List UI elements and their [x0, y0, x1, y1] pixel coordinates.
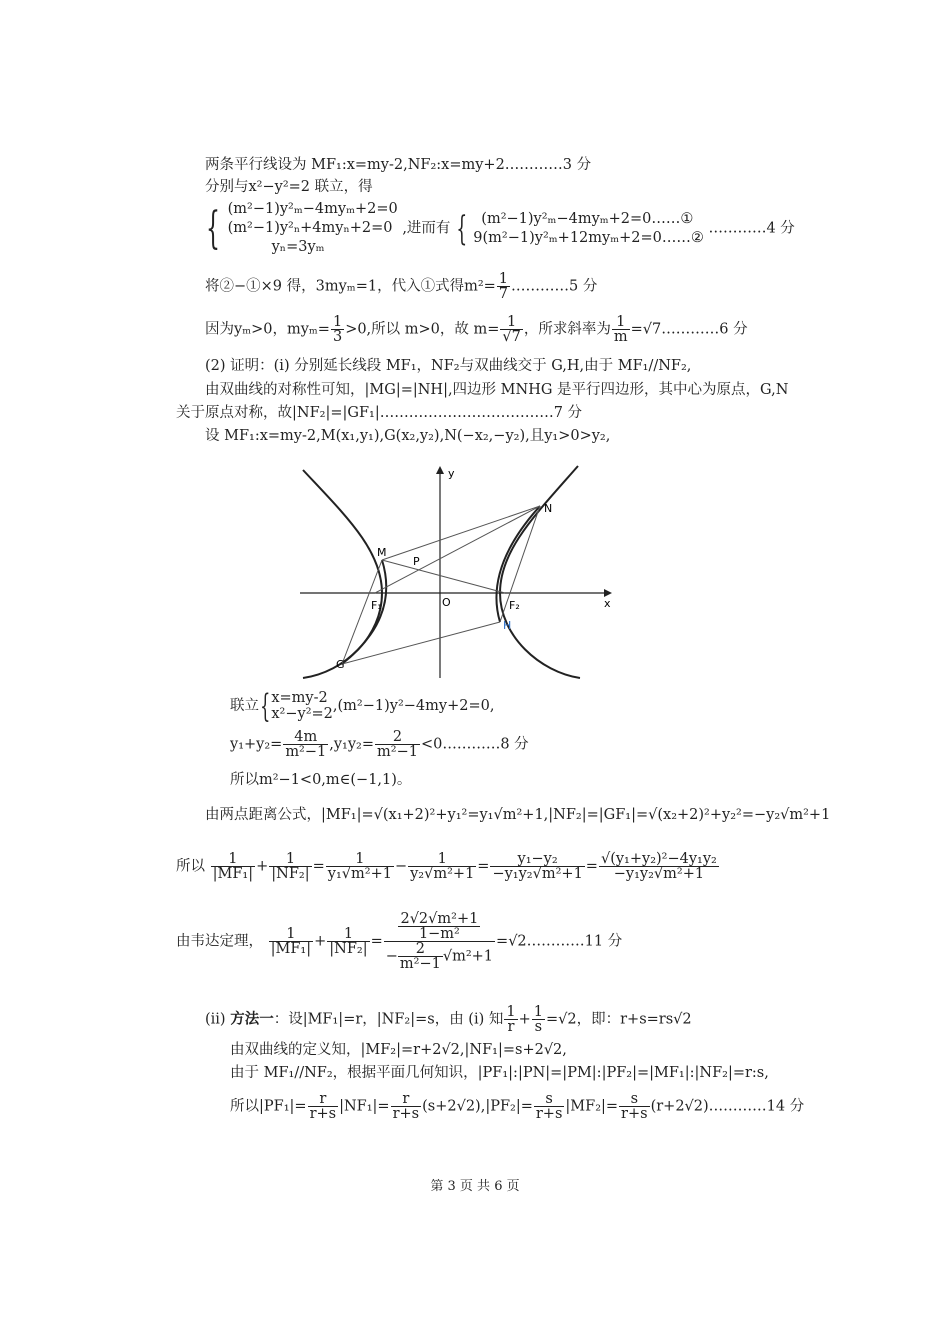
y-arrow [436, 466, 444, 474]
line-proof-start: (2) 证明：(i) 分别延长线段 MF₁，NF₂与双曲线交于 G,H,由于 MF₁//NF₂, [205, 358, 692, 374]
fraction: $\frac{2}{\text{m²−1}}$ [377, 729, 418, 760]
label-o: O [442, 596, 451, 609]
system-block [203, 200, 795, 257]
line-solve: 将②−①×9 得，3myₘ=1，代入①式得m²= $\frac{1}{7}$ …………5 分 [205, 271, 598, 302]
label-y: y [448, 467, 455, 480]
line-vieta: y₁+y₂= $\frac{4m}{\text{m²−1}}$ ,y₁y₂= $\frac{2}{\text{m²−1}}$ <0…………8 分 [230, 729, 529, 760]
line-distance: 由两点距离公式，|MF₁|=√(x₁+2)²+y₁²=y₁√m²+1,|NF₂|=|GF₁|=√(x₂+2)²+y₂²=−y₂√m²+1 [205, 807, 831, 823]
page-footer: 第 3 页 共 6 页 [430, 1179, 520, 1194]
line-ratio: 由于 MF₁//NF₂，根据平面几何知识，|PF₁|:|PN|=|PM|:|PF₂|=|MF₁|:|NF₂|=r:s, [230, 1065, 769, 1081]
line-g-h [342, 622, 500, 664]
label-f1: F₁ [371, 599, 382, 612]
line-combine-system: 联立{ x=my-2 x²−y²=2 ,(m²−1)y²−4my+2=0, [230, 687, 495, 725]
line-method-one: (ii) 方法一：设|MF₁|=r，|NF₂|=s，由 (i) 知 $\frac{1}{r}$ + $\frac{1}{s}$ =√2，即：r+s=rs√2 [205, 1004, 692, 1035]
line-symmetry: 由双曲线的对称性可知，|MG|=|NH|,四边形 MNHG 是平行四边形，其中心为原点，G,N [205, 382, 789, 398]
label-h: H [503, 619, 512, 632]
label-f2: F₂ [509, 599, 520, 612]
system-right: (m²−1)y²ₘ−4myₘ+2=0……① 9(m²−1)y²ₘ+12myₘ+2=0……② [473, 210, 704, 246]
line-combine: 分别与x²−y²=2 联立，得 [205, 179, 373, 195]
line-definition: 由双曲线的定义知，|MF₂|=r+2√2,|NF₁|=s+2√2, [230, 1042, 567, 1058]
hyperbola-figure [295, 460, 620, 680]
fraction: $\frac{1}{3}$ [332, 314, 343, 345]
score-4: …………4 分 [708, 220, 795, 237]
left-brace: { [206, 202, 220, 254]
hence-text: ,进而有 [402, 220, 451, 237]
label-m: M [377, 546, 387, 559]
label-x: x [604, 597, 611, 610]
label-n: N [544, 502, 553, 515]
line-pf: 所以|PF₁|= $\frac{r}{r+s}$ |NF₁|= $\frac{r}{r+s}$ (s+2√2),|PF₂|= $\frac{s}{r+s}$ |MF₂|= $\frac{s}{r+s}$ (r+2√2)…………14 分 [230, 1091, 805, 1122]
system-left: (m²−1)y²ₘ−4myₘ+2=0 (m²−1)y²ₙ+4myₙ+2=0 yₙ=3yₘ [227, 201, 398, 255]
line-m-n [382, 506, 540, 560]
line-setup: 设 MF₁:x=my-2,M(x₁,y₁),G(x₂,y₂),N(−x₂,−y₂),且y₁>0>y₂, [205, 428, 611, 444]
hyperbola-right-branch [500, 466, 580, 678]
line-symmetric: 关于原点对称，故|NF₂|=|GF₁|………………………………7 分 [176, 405, 583, 421]
right-brace: { [456, 208, 468, 249]
line-sum: 所以 $\frac{1}{\text{|MF₁|}}$ + $\frac{1}{\text{|NF₂|}}$ = $\frac{1}{\text{y₁√m²+1}}$ − $\frac{1}{\text{y₂√m²+1}}$ = $\frac{\text{y₁−y₂}}{\text{−y₁y₂√m²+1}}$ = $\frac{\text{√(y₁+y₂)²−4y₁y₂}}{\text{−y₁y₂√m²+1}}$ [176, 851, 717, 882]
hyperbola-left-branch [303, 470, 382, 678]
compound-fraction: $\frac{\text{2√2√m²+1}}{\text{1−m²}}$ − $\frac{2}{\text{m²−1}}$ √m²+1 [385, 911, 494, 972]
fraction: $\frac{1}{m}$ [613, 314, 628, 345]
label-p: P [413, 555, 420, 568]
label-g: G [336, 658, 345, 671]
line-slope: 因为yₘ>0，myₘ= $\frac{1}{3}$ >0,所以 m>0，故 m= $\frac{1}{√7}$ ，所求斜率为 $\frac{1}{m}$ =√7…………6 分 [205, 314, 748, 345]
line-m-f2 [382, 560, 505, 593]
fraction: $\frac{4m}{\text{m²−1}}$ [285, 729, 327, 760]
x-arrow [604, 589, 612, 597]
fraction: $\frac{1}{7}$ [498, 271, 509, 302]
fraction: $\frac{1}{√7}$ [502, 314, 521, 345]
line-range: 所以m²−1<0,m∈(−1,1)。 [230, 772, 412, 788]
line-parallel: 两条平行线设为 MF₁:x=my-2,NF₂:x=my+2…………3 分 [205, 157, 592, 173]
line-vieta-result: 由韦达定理， $\frac{1}{\text{|MF₁|}}$ + $\frac{1}{\text{|NF₂|}}$ = $\frac{\text{2√2√m²+1}}{\text{1−m²}}$ − $\frac{2}{\text{m²−1}}$ √m²+1 =√2…………11 分 [176, 911, 623, 972]
line-g-f1 [342, 560, 382, 664]
